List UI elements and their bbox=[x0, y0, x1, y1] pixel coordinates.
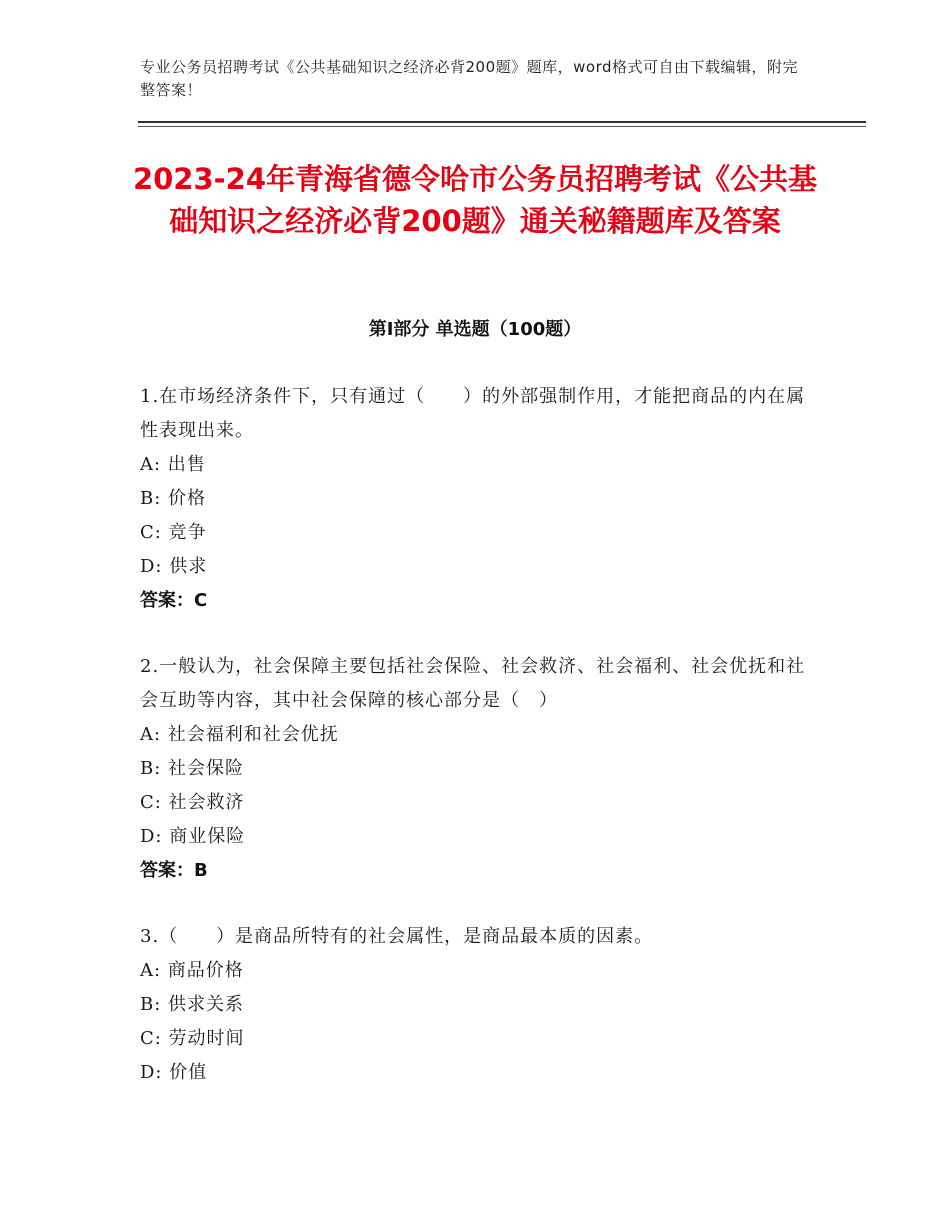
option-a: A: 商品价格 bbox=[140, 960, 244, 981]
option-c: C: 竞争 bbox=[140, 522, 207, 543]
section-title: 第Ⅰ部分 单选题（100题） bbox=[368, 319, 582, 340]
question-stem: 1.在市场经济条件下，只有通过（ ）的外部强制作用，才能把商品的内在属性表现出来。 bbox=[140, 386, 806, 441]
option-d: D: 价值 bbox=[140, 1062, 208, 1083]
question-3 bbox=[140, 920, 820, 1090]
option-a: A: 出售 bbox=[140, 454, 206, 475]
option-d: D: 商业保险 bbox=[140, 826, 246, 847]
question-stem: 3.（ ）是商品所特有的社会属性，是商品最本质的因素。 bbox=[140, 926, 654, 947]
question-2 bbox=[140, 650, 820, 888]
option-b: B: 社会保险 bbox=[140, 758, 245, 779]
answer: 答案：B bbox=[140, 860, 208, 881]
option-b: B: 供求关系 bbox=[140, 994, 245, 1015]
document-title: 2023-24年青海省德令哈市公务员招聘考试《公共基础知识之经济必背200题》通关秘籍题库及答案 bbox=[132, 162, 818, 238]
header-divider-thick bbox=[138, 121, 866, 123]
question-1 bbox=[140, 380, 820, 618]
header-note: 专业公务员招聘考试《公共基础知识之经济必背200题》题库，word格式可自由下载编辑，附完整答案！ bbox=[140, 58, 799, 99]
header-divider-thin bbox=[138, 126, 866, 127]
option-d: D: 供求 bbox=[140, 556, 208, 577]
question-stem: 2.一般认为，社会保障主要包括社会保险、社会救济、社会福利、社会优抚和社会互助等内容，其中社会保障的核心部分是（ ） bbox=[140, 656, 806, 711]
question-list bbox=[140, 380, 820, 1122]
option-c: C: 社会救济 bbox=[140, 792, 245, 813]
option-b: B: 价格 bbox=[140, 488, 207, 509]
option-a: A: 社会福利和社会优抚 bbox=[140, 724, 339, 745]
answer: 答案：C bbox=[140, 590, 208, 611]
option-c: C: 劳动时间 bbox=[140, 1028, 245, 1049]
